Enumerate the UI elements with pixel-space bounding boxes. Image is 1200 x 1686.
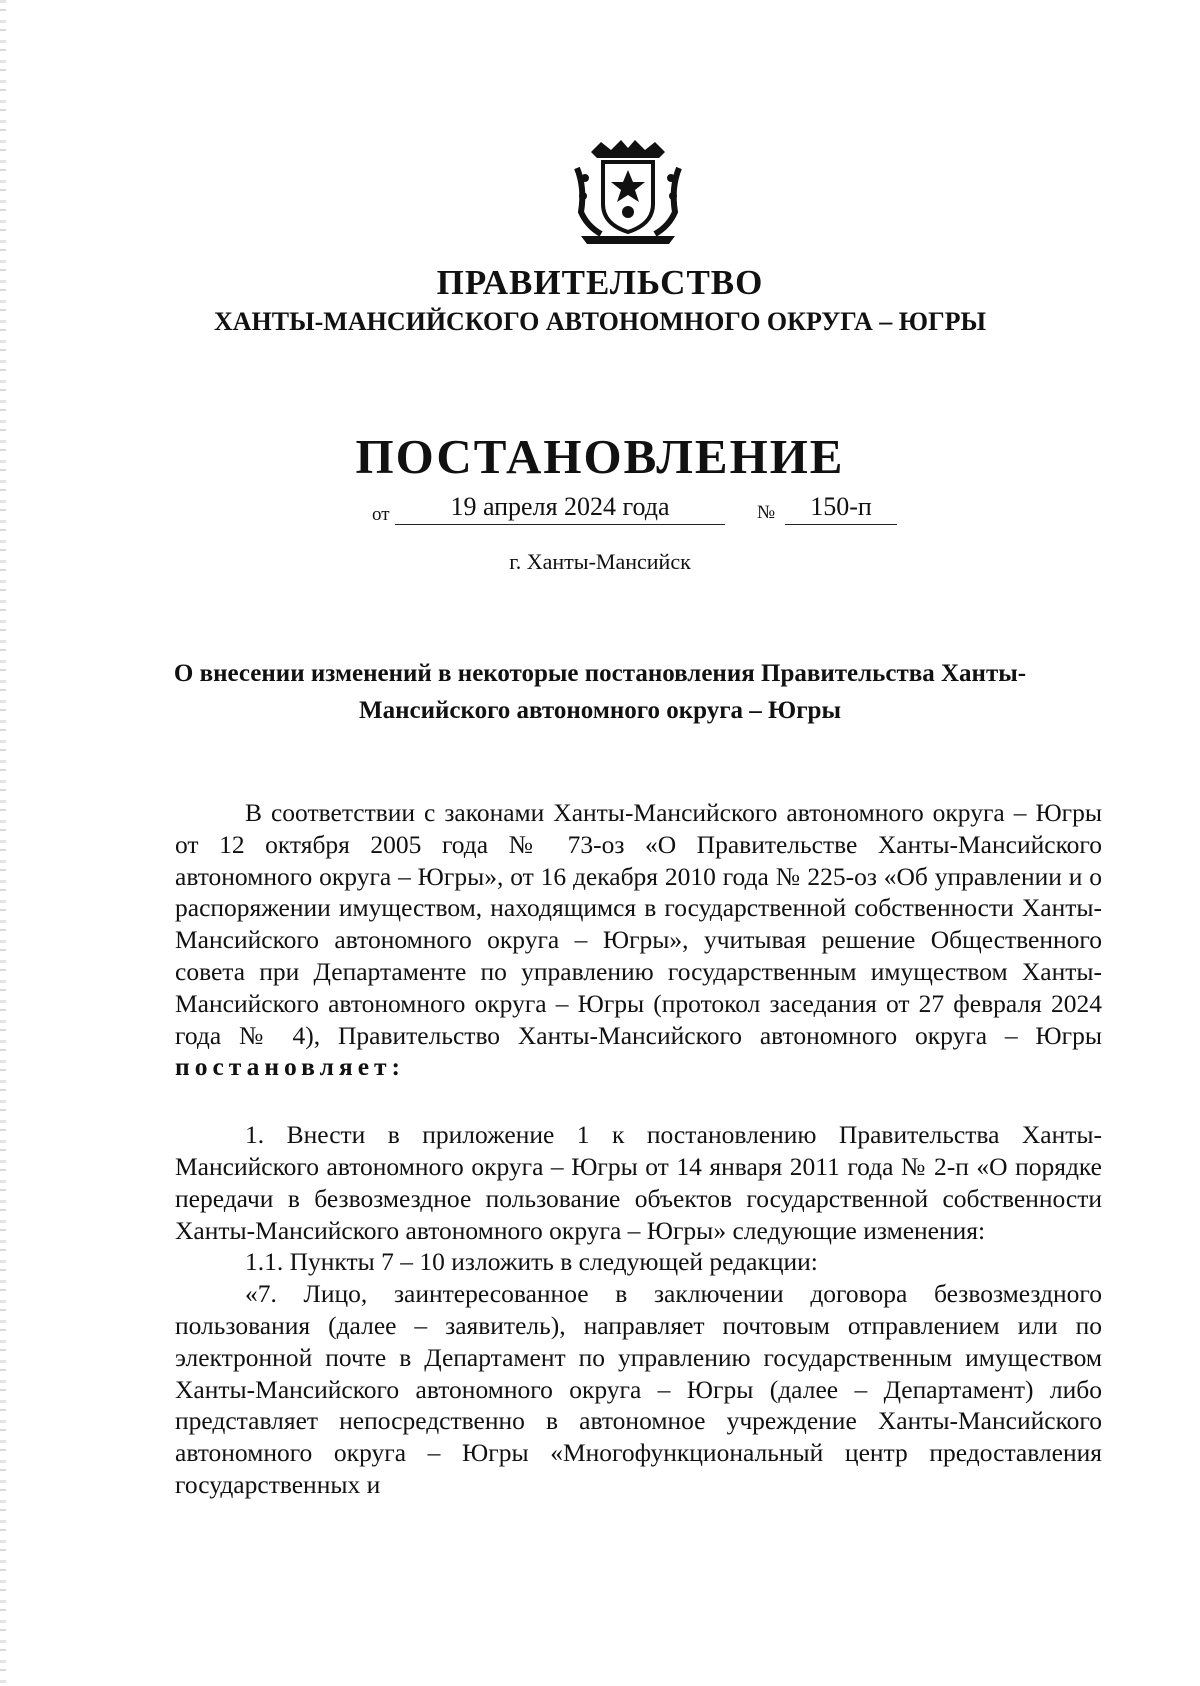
preamble-text: В соответствии с законами Ханты-Мансийского автономного округа – Югры от 12 октября 2005 года № 73-оз «О Правительстве Ханты-Мансийского автономного округа – Югры», от 16 декабря 2010 года № 225-оз «Об управлении и о распоряжении имуществом, находящимся в государственной собственности Ханты-Мансийского автономного округа – Югры», учитывая решение Общественного совета при Департаменте по управлению государственным имуществом Ханты-Мансийского автономного округа – Югры (протокол заседания от 27 февраля 2024 года № 4), Правительство Ханты-Мансийского автономного округа – Югры	[175, 798, 1102, 1050]
city: г. Ханты-Мансийск	[509, 549, 691, 574]
date-label: от	[372, 504, 390, 525]
document-date: 19 апреля 2024 года	[395, 490, 725, 525]
item-7-paragraph: «7. Лицо, заинтересованное в заключении договора безвозмездного пользования (далее – заявитель), направляет почтовым отправлением или по электронной почте в Департамент по управлению государственным имуществом Ханты-Мансийского автономного округа – Югры (далее – Департамент) либо представляет непосредственно в автономное учреждение Ханты-Мансийского автономного округа – Югры «Многофункциональный центр предоставления государственных и	[175, 1279, 1102, 1499]
item-1-paragraph: 1. Внести в приложение 1 к постановлению Правительства Ханты-Мансийского автономного округа – Югры от 14 января 2011 года № 2-п «О порядке передачи в безвозмездное пользование объектов государственной собственности Ханты-Мансийского автономного округа – Югры» следующие изменения:	[175, 1120, 1102, 1245]
coat-of-arms-icon	[573, 138, 683, 245]
item-1-1-paragraph: 1.1. Пункты 7 – 10 изложить в следующей редакции:	[245, 1247, 818, 1277]
resolves-word: постановляет:	[175, 1052, 406, 1082]
document-number: 150-п	[785, 490, 897, 525]
number-label: №	[757, 502, 776, 523]
document-type: ПОСТАНОВЛЕНИЕ	[355, 429, 845, 484]
preamble-paragraph	[175, 797, 1102, 1083]
document-body	[175, 797, 1102, 1501]
government-title: ПРАВИТЕЛЬСТВО	[436, 263, 764, 302]
document-meta	[0, 490, 1200, 530]
document-subject: О внесении изменений в некоторые постановления Правительства Ханты-Мансийского автономного округа – Югры	[173, 660, 1027, 724]
region-title: ХАНТЫ-МАНСИЙСКОГО АВТОНОМНОГО ОКРУГА – ЮГРЫ	[213, 307, 987, 336]
scan-edge	[0, 0, 6, 1686]
